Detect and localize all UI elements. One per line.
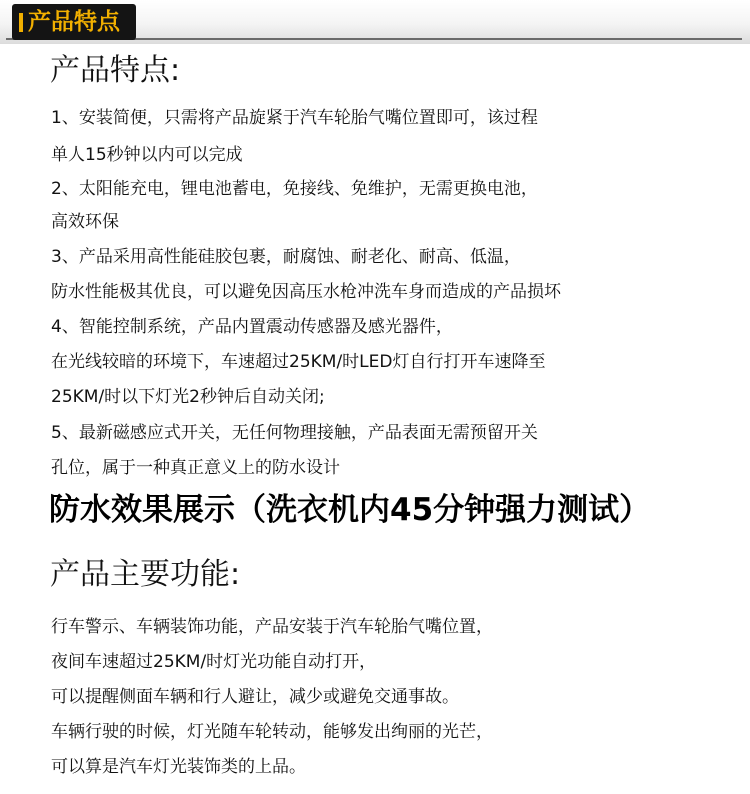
function-line: 可以算是汽车灯光装饰类的上品。 — [51, 757, 306, 777]
section-header-bar — [0, 0, 750, 44]
function-line: 车辆行驶的时候，灯光随车轮转动，能够发出绚丽的光芒， — [51, 722, 493, 742]
waterproof-demo-title: 防水效果展示（洗衣机内45分钟强力测试） — [49, 492, 651, 528]
header-bar-marker-icon — [19, 13, 23, 32]
functions-title: 产品主要功能: — [50, 557, 241, 592]
section-header-label: 产品特点 — [28, 9, 120, 35]
feature-line: 高效环保 — [51, 212, 119, 232]
feature-line: 1、安装简便，只需将产品旋紧于汽车轮胎气嘴位置即可，该过程 — [51, 108, 538, 128]
function-line: 夜间车速超过25KM/时灯光功能自动打开， — [51, 652, 377, 672]
feature-line: 4、智能控制系统，产品内置震动传感器及感光器件， — [51, 317, 453, 337]
feature-line: 3、产品采用高性能硅胶包裹，耐腐蚀、耐老化、耐高、低温， — [51, 247, 521, 267]
function-line: 行车警示、车辆装饰功能，产品安装于汽车轮胎气嘴位置， — [51, 617, 493, 637]
feature-line: 孔位，属于一种真正意义上的防水设计 — [51, 458, 340, 478]
function-line: 可以提醒侧面车辆和行人避让，减少或避免交通事故。 — [51, 687, 459, 707]
feature-line: 在光线较暗的环境下，车速超过25KM/时LED灯自行打开车速降至 — [51, 352, 546, 372]
feature-line: 5、最新磁感应式开关，无任何物理接触，产品表面无需预留开关 — [51, 423, 538, 443]
feature-line: 2、太阳能充电，锂电池蓄电，免接线、免维护，无需更换电池， — [51, 179, 538, 199]
features-title: 产品特点: — [50, 53, 181, 88]
feature-line: 单人15秒钟以内可以完成 — [51, 145, 243, 165]
section-header-tab — [12, 4, 136, 40]
feature-line: 25KM/时以下灯光2秒钟后自动关闭; — [51, 387, 325, 407]
feature-line: 防水性能极其优良，可以避免因高压水枪冲洗车身而造成的产品损坏 — [51, 282, 561, 302]
